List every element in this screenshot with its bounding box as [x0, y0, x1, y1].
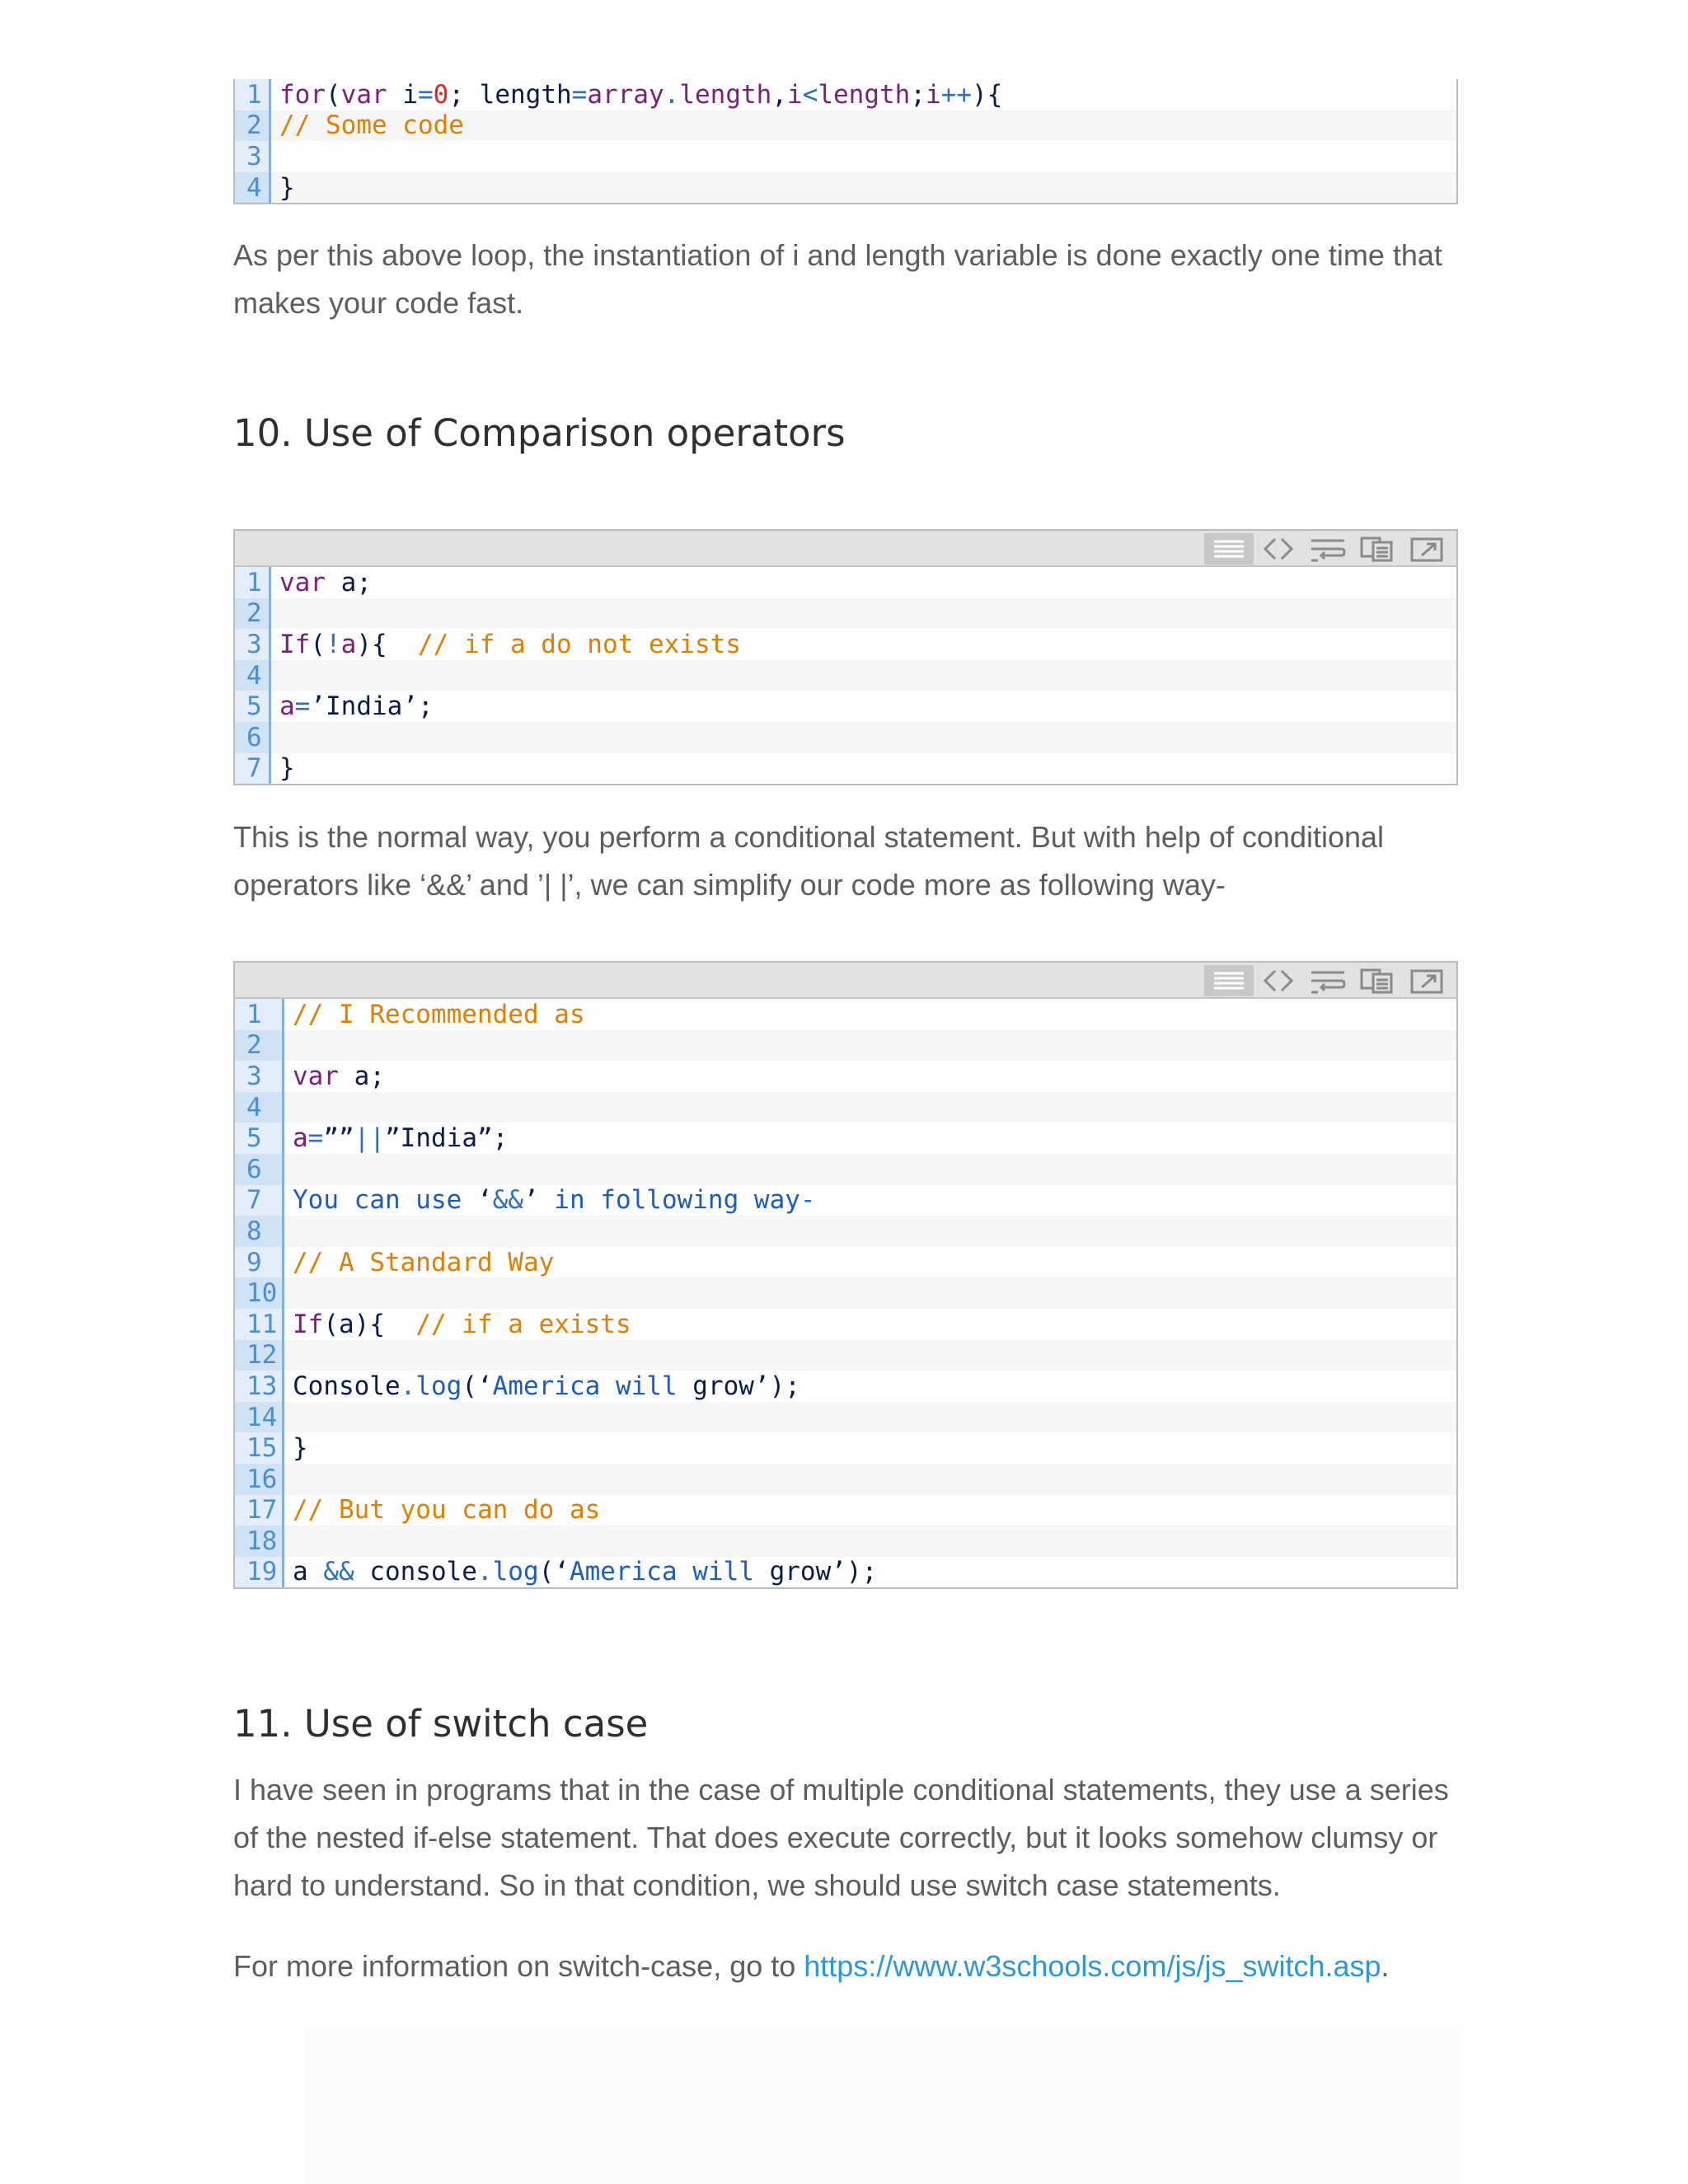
code-lines: [235, 999, 1456, 1587]
code-token: Console: [293, 1371, 401, 1401]
code-token: ‘: [476, 1185, 493, 1216]
code-text: [271, 691, 1456, 722]
code-text: [284, 1185, 1456, 1216]
more-info-prefix: For more information on switch-case, go to: [233, 1949, 804, 1983]
code-block-comparison: [233, 529, 1458, 785]
heading-switch-case: 11. Use of switch case: [233, 1702, 649, 1746]
code-token: length: [679, 79, 772, 110]
code-lines: [235, 567, 1456, 784]
code-line: [235, 598, 1456, 630]
code-token: // A Standard Way: [293, 1247, 555, 1277]
code-token: a: [340, 629, 357, 659]
code-token: var: [340, 79, 387, 110]
code-token: log: [492, 1557, 539, 1587]
code-line: [235, 1371, 1456, 1402]
code-token: -: [799, 1185, 816, 1216]
line-number: 19: [235, 1557, 284, 1588]
line-number: 8: [235, 1216, 284, 1247]
code-text: [271, 79, 1456, 110]
line-number: 15: [235, 1432, 284, 1464]
view-source-icon[interactable]: [1204, 965, 1254, 996]
code-text: [284, 1557, 1456, 1588]
code-text: [284, 1526, 1456, 1557]
wrap-lines-icon[interactable]: [1303, 533, 1353, 565]
code-token: (‘: [538, 1557, 570, 1587]
code-block-recommended: [233, 961, 1458, 1589]
code-token: ””: [323, 1123, 354, 1154]
line-number: 5: [235, 1122, 284, 1154]
code-line: [235, 1309, 1456, 1340]
code-text: [284, 1309, 1456, 1340]
code-text: [284, 1030, 1456, 1062]
code-token: ’: [523, 1185, 555, 1216]
line-number: 3: [235, 1061, 284, 1092]
code-line: [235, 691, 1456, 722]
line-number: 6: [235, 722, 271, 753]
code-line: [235, 1216, 1456, 1247]
code-text: [284, 1371, 1456, 1402]
code-token: a: [279, 691, 295, 722]
code-token: ){: [356, 629, 418, 659]
line-number: 1: [235, 79, 271, 110]
code-token: array: [587, 79, 664, 110]
copy-icon[interactable]: [1353, 533, 1402, 565]
code-token: ,: [771, 79, 787, 110]
code-token: a;: [339, 1061, 385, 1091]
line-number: 10: [235, 1277, 284, 1309]
code-token: America will: [569, 1557, 754, 1587]
code-line: [235, 1464, 1456, 1495]
code-text: [271, 722, 1456, 753]
code-text: [284, 1092, 1456, 1123]
code-line: [235, 1495, 1456, 1526]
code-text: [271, 172, 1456, 204]
line-number: 13: [235, 1371, 284, 1402]
code-line: [235, 1247, 1456, 1278]
code-text: [284, 1432, 1456, 1464]
code-line: [235, 79, 1456, 110]
wrap-lines-icon[interactable]: [1303, 965, 1353, 996]
code-line: [235, 567, 1456, 598]
code-token: =: [418, 79, 434, 110]
paragraph-normal-way: This is the normal way, you perform a conditional statement. But with help of conditional operators like ‘&&’ and ’| |’, we can simplify our code more as following way-: [233, 820, 1385, 902]
code-line: [235, 1557, 1456, 1588]
paragraph-loop-explanation: As per this above loop, the instantiation of i and length variable is done exactly one time that makes your code fast.: [233, 238, 1442, 320]
toolbar-tools: [1204, 533, 1451, 565]
code-token: var: [293, 1061, 339, 1091]
code-token: grow’);: [753, 1557, 878, 1587]
code-line: [235, 1092, 1456, 1123]
line-number: 16: [235, 1464, 284, 1495]
code-token: }: [279, 172, 295, 203]
code-token: a;: [326, 567, 372, 598]
code-token: .: [400, 1371, 416, 1401]
code-line: [235, 1122, 1456, 1154]
code-text: [284, 1277, 1456, 1309]
code-token: (a){: [323, 1309, 416, 1339]
code-text: [284, 1154, 1456, 1185]
code-text: [271, 753, 1456, 785]
code-line: [235, 629, 1456, 660]
code-token: for: [279, 79, 326, 110]
code-token: i: [786, 79, 803, 110]
open-new-window-icon[interactable]: [1402, 533, 1451, 565]
code-line: [235, 1061, 1456, 1092]
code-token: // But you can do as: [293, 1495, 601, 1526]
code-token: If: [279, 629, 311, 659]
code-token: 0: [433, 79, 449, 110]
line-number: 1: [235, 567, 271, 598]
code-line: [235, 999, 1456, 1030]
code-token: // if a exists: [415, 1309, 631, 1339]
code-token: .: [663, 79, 680, 110]
line-number: 18: [235, 1526, 284, 1557]
line-number: 4: [235, 172, 271, 204]
code-text: [284, 1402, 1456, 1433]
code-text: [284, 1247, 1456, 1278]
code-line: [235, 1402, 1456, 1433]
code-token: grow’);: [677, 1371, 800, 1401]
code-token: var: [279, 567, 326, 598]
code-token: ;: [910, 79, 926, 110]
code-line: [235, 110, 1456, 142]
w3schools-switch-link[interactable]: https://www.w3schools.com/js/js_switch.asp: [804, 1949, 1381, 1983]
line-number: 2: [235, 598, 271, 630]
line-number: 4: [235, 1092, 284, 1123]
code-line: [235, 172, 1456, 204]
line-number: 7: [235, 1185, 284, 1216]
code-token: // I Recommended as: [293, 999, 585, 1029]
code-line: [235, 1277, 1456, 1309]
code-token: i: [925, 79, 941, 110]
code-token: }: [279, 753, 295, 784]
code-text: [284, 1340, 1456, 1371]
code-line: [235, 141, 1456, 172]
code-token: &&: [323, 1557, 354, 1587]
code-text: [284, 1216, 1456, 1247]
code-token: a: [293, 1123, 308, 1154]
code-token: America will: [492, 1371, 678, 1401]
code-token: // Some code: [279, 110, 464, 141]
view-source-icon[interactable]: [1204, 533, 1254, 565]
code-token: ){: [971, 79, 1003, 110]
line-number: 9: [235, 1247, 284, 1278]
code-token: ; length: [448, 79, 572, 110]
line-number: 11: [235, 1309, 284, 1340]
line-number: 6: [235, 1154, 284, 1185]
code-token: console: [354, 1557, 477, 1587]
code-token: length: [818, 79, 911, 110]
code-lines: [235, 79, 1456, 203]
code-token: ||: [354, 1123, 385, 1154]
line-number: 2: [235, 1030, 284, 1062]
code-toolbar: [235, 531, 1456, 567]
line-number: 4: [235, 660, 271, 691]
code-token: .: [476, 1557, 493, 1587]
code-line: [235, 1154, 1456, 1185]
code-text: [284, 1464, 1456, 1495]
paragraph-switch-case: I have seen in programs that in the case of multiple conditional statements, they use a series of the nested if-else statement. That does execute correctly, but it looks somehow clumsy or hard to understand. So in that condition, we should use switch case statements.: [233, 1773, 1449, 1902]
code-token: You can use: [293, 1185, 477, 1216]
code-token: <: [802, 79, 818, 110]
code-token: ”India”;: [385, 1123, 509, 1154]
code-token: (: [310, 629, 326, 659]
code-line: [235, 1432, 1456, 1464]
code-text: [271, 141, 1456, 172]
code-text: [284, 999, 1456, 1030]
code-brackets-icon[interactable]: [1254, 533, 1303, 565]
open-new-window-icon[interactable]: [1402, 965, 1451, 996]
code-toolbar: [235, 963, 1456, 999]
code-token: i: [387, 79, 418, 110]
code-line: [235, 753, 1456, 785]
code-line: [235, 1526, 1456, 1557]
code-line: [235, 1030, 1456, 1062]
code-token: !: [326, 629, 341, 659]
code-token: log: [415, 1371, 462, 1401]
line-number: 7: [235, 753, 271, 785]
line-number: 2: [235, 110, 271, 142]
more-info-suffix: .: [1381, 1949, 1390, 1983]
paragraph-more-info: [233, 1943, 1458, 1990]
code-token: (‘: [462, 1371, 493, 1401]
code-token: =: [571, 79, 588, 110]
code-text: [284, 1061, 1456, 1092]
line-number: 5: [235, 691, 271, 722]
line-number: 3: [235, 141, 271, 172]
code-token: &&: [492, 1185, 523, 1216]
line-number: 1: [235, 999, 284, 1030]
code-text: [284, 1122, 1456, 1154]
code-token: ++: [940, 79, 972, 110]
code-line: [235, 1340, 1456, 1371]
code-token: =: [294, 691, 311, 722]
code-line: [235, 660, 1456, 691]
code-text: [271, 660, 1456, 691]
code-token: in following way: [554, 1185, 800, 1216]
code-block-loop: [233, 79, 1458, 204]
code-token: ’India’;: [310, 691, 434, 722]
code-token: // if a do not exists: [418, 629, 741, 659]
code-text: [271, 598, 1456, 630]
code-line: [235, 1185, 1456, 1216]
code-text: [284, 1495, 1456, 1526]
copy-icon[interactable]: [1353, 965, 1402, 996]
code-text: [271, 110, 1456, 142]
toolbar-tools: [1204, 965, 1451, 996]
code-token: a: [293, 1557, 324, 1587]
line-number: 12: [235, 1340, 284, 1371]
code-token: (: [326, 79, 341, 110]
line-number: 14: [235, 1402, 284, 1433]
code-token: If: [293, 1309, 324, 1339]
code-brackets-icon[interactable]: [1254, 965, 1303, 996]
code-text: [271, 567, 1456, 598]
line-number: 3: [235, 629, 271, 660]
heading-comparison-operators: 10. Use of Comparison operators: [233, 411, 846, 455]
code-token: }: [293, 1433, 308, 1464]
page-footer-area: [305, 2027, 1459, 2184]
code-line: [235, 722, 1456, 753]
code-token: =: [307, 1123, 324, 1154]
code-text: [271, 629, 1456, 660]
line-number: 17: [235, 1495, 284, 1526]
